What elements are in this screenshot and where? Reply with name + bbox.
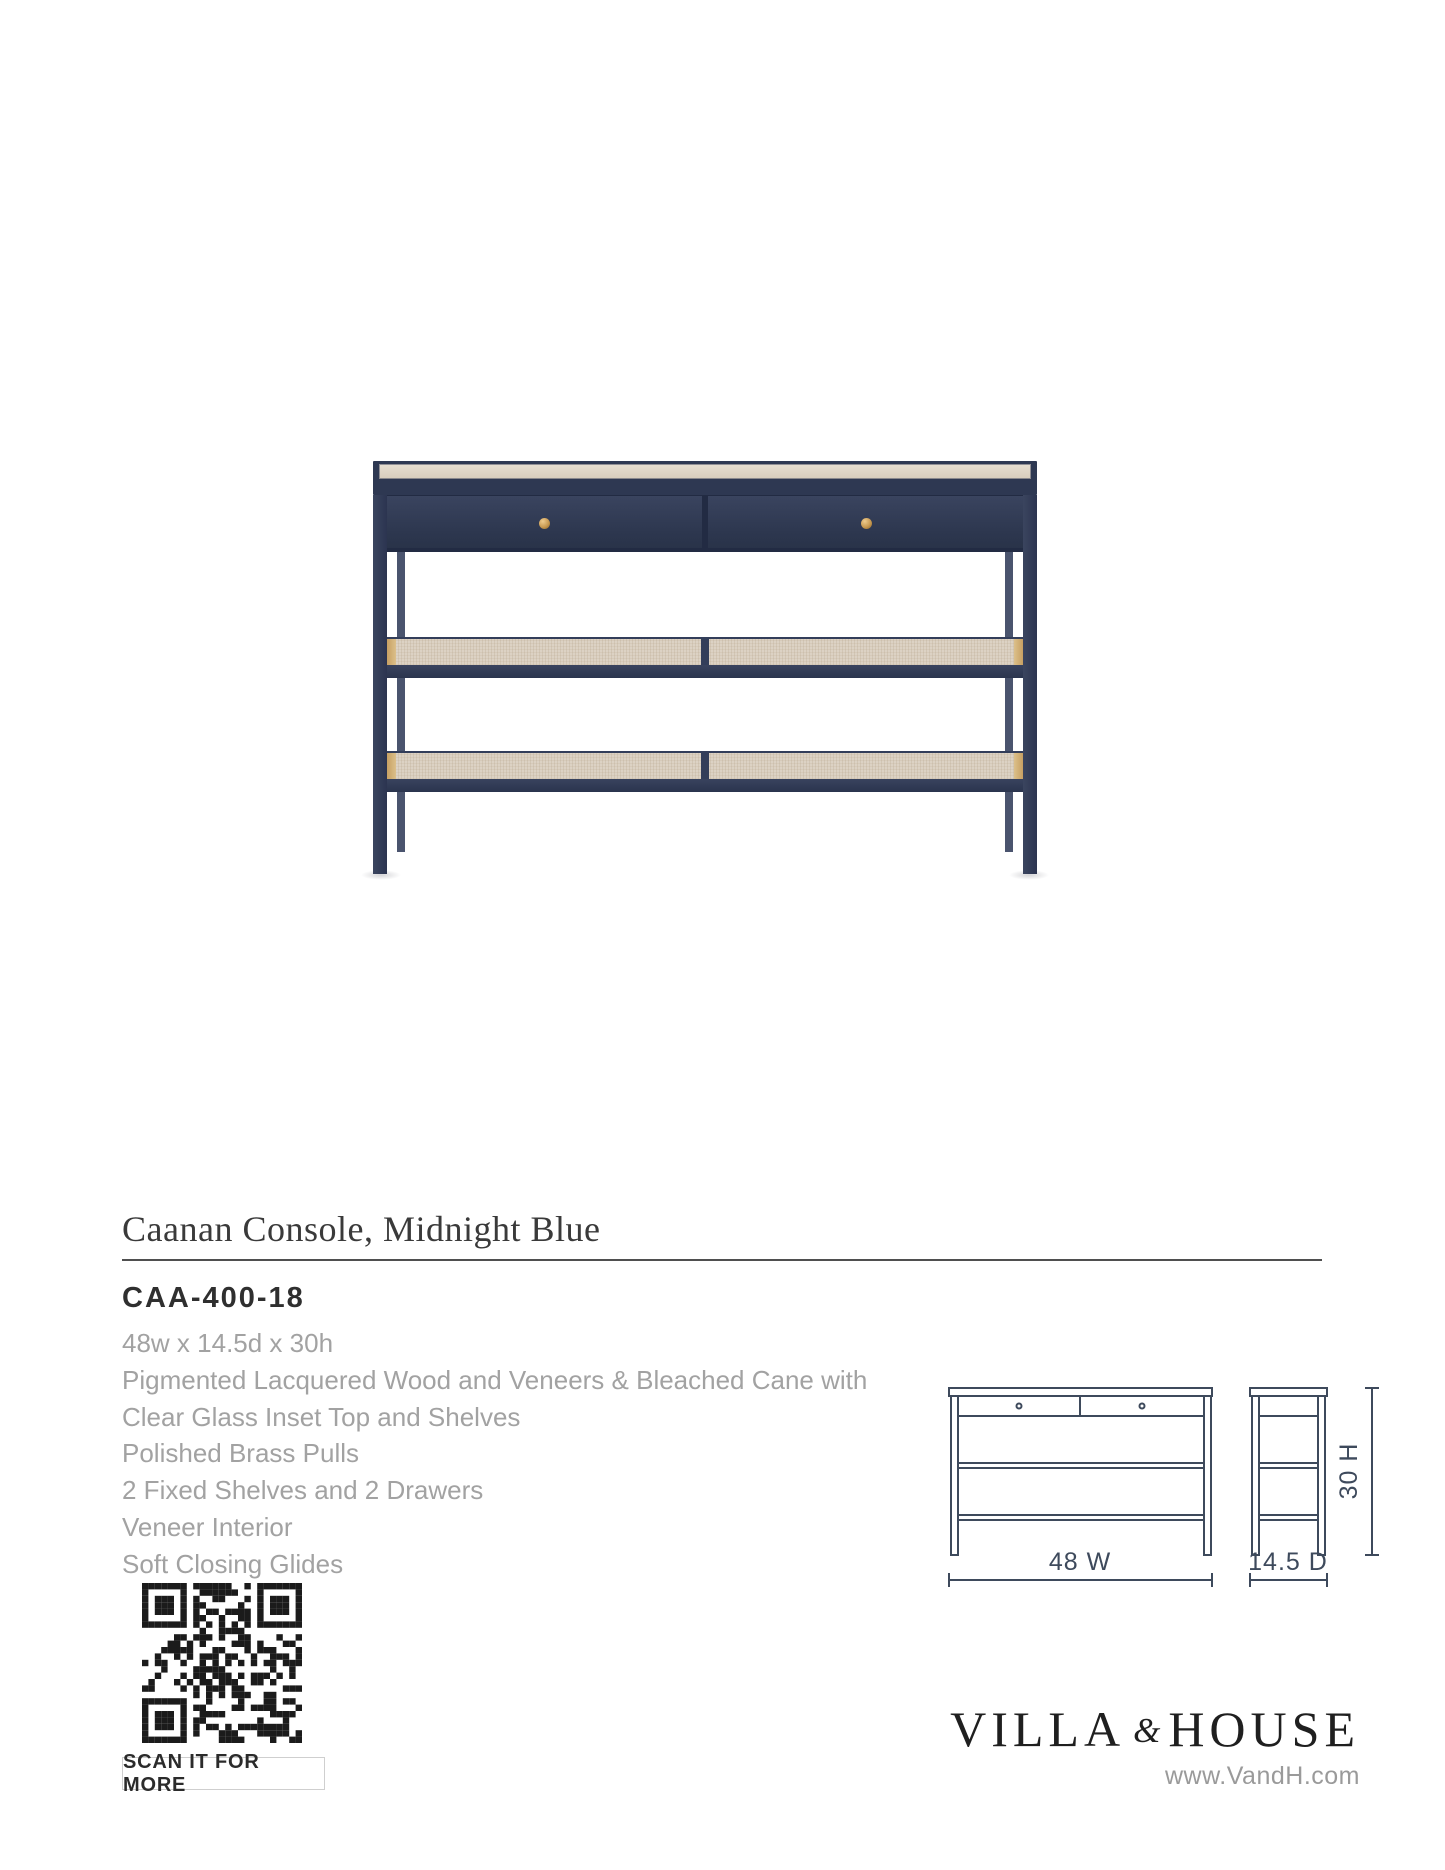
spec-line: Polished Brass Pulls xyxy=(122,1438,359,1469)
width-dimension-label: 48 W xyxy=(1048,1548,1112,1576)
depth-dimension-label: 14.5 D xyxy=(1248,1548,1328,1576)
console-drawer-band xyxy=(386,495,1024,552)
brass-knob xyxy=(861,518,872,529)
shelf-front-rail xyxy=(373,665,1037,678)
console-back-leg xyxy=(1005,552,1013,852)
page-title: Caanan Console, Midnight Blue xyxy=(122,1209,601,1249)
spec-line: Pigmented Lacquered Wood and Veneers & Bleached Cane with xyxy=(122,1364,868,1395)
spec-line: Soft Closing Glides xyxy=(122,1548,344,1579)
brand-logo xyxy=(950,1700,1360,1758)
spec-line: 2 Fixed Shelves and 2 Drawers xyxy=(122,1475,484,1506)
qr-code xyxy=(142,1583,302,1743)
shelf-center-divider xyxy=(701,639,709,665)
shelf-front-rail xyxy=(373,779,1037,792)
console-drawer-right xyxy=(708,496,1024,548)
front-view-drawing xyxy=(949,1388,1212,1555)
console-front-leg xyxy=(373,495,387,874)
dimension-drawings xyxy=(930,1380,1400,1595)
console-top xyxy=(373,461,1037,495)
console-shelf-upper xyxy=(373,637,1037,676)
console-glass-top xyxy=(379,464,1031,479)
product-photo xyxy=(373,461,1037,874)
console-back-leg xyxy=(397,552,405,852)
spec-line: Clear Glass Inset Top and Shelves xyxy=(122,1401,521,1432)
shelf-center-divider xyxy=(701,753,709,779)
brand-word-house: HOUSE xyxy=(1168,1701,1360,1757)
title-divider xyxy=(122,1259,1322,1261)
spec-list xyxy=(122,1325,882,1583)
height-dimension-label: 30 H xyxy=(1335,1442,1363,1500)
console-drawer-left xyxy=(386,496,702,548)
spec-line: Veneer Interior xyxy=(122,1511,293,1542)
brand-ampersand: & xyxy=(1133,1711,1161,1750)
spec-line: 48w x 14.5d x 30h xyxy=(122,1328,334,1358)
brand-website: www.VandH.com xyxy=(1165,1762,1360,1790)
side-view-drawing xyxy=(1250,1388,1327,1555)
qr-caption: SCAN IT FOR MORE xyxy=(122,1757,325,1790)
product-sku: CAA-400-18 xyxy=(122,1282,305,1314)
brass-knob xyxy=(539,518,550,529)
console-shelf-lower xyxy=(373,751,1037,790)
brand-word-villa: VILLA xyxy=(950,1701,1126,1757)
console-front-leg xyxy=(1023,495,1037,874)
